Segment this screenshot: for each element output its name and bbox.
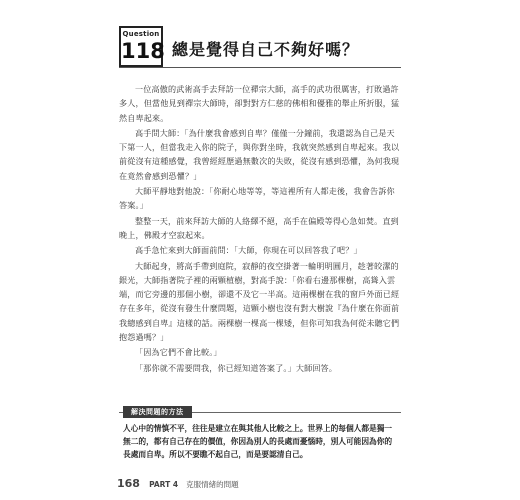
solution-tag: 解決問題的方法 — [123, 406, 192, 418]
part-label: PART 4 — [149, 480, 179, 489]
page-footer — [117, 472, 239, 491]
question-label: Question — [122, 30, 160, 38]
paragraph: 「那你就不需要問我，你已經知道答案了。」大師回答。 — [135, 362, 338, 373]
title-divider — [119, 67, 401, 68]
paragraph: 整整一天，前來拜訪大師的人絡繹不絕，高手在偏殿等得心急如焚。直到晚上，佛殿才空寂起來。 — [119, 215, 399, 240]
paragraph: 大師起身，將高手帶到庭院，寂靜的夜空掛著一輪明明圓月，趁著皎潔的銀光，大師指著院子裡的兩顆植樹，對高手說：「你看右邊那棵樹，高聳入雲端，而它旁邊的那個小樹，卻還不及它一半高。這兩棵樹在我的窗戶外面已經存在多年，從沒有發生什麼問題，這顆小樹也沒有對大樹說『為什麼在你面前我總感到自卑』這樣的話。兩棵樹一棵高一棵矮，但你可知我為何從未聽它們抱怨過嗎？」 — [119, 260, 400, 343]
chapter-title: 克服情緒的問題 — [186, 480, 239, 489]
paragraph: 大師平靜地對他說：「你耐心地等等，等這裡所有人都走後，我會告訴你答案。」 — [119, 186, 395, 211]
page-title: 總是覺得自己不夠好嗎？ — [172, 40, 360, 59]
question-badge — [119, 26, 163, 67]
paragraph: 高手急忙來到大師面前問：「大師，你現在可以回答我了吧？」 — [135, 245, 362, 256]
paragraph: 一位高傲的武術高手去拜訪一位禪宗大師，高手的武功很厲害，打敗過許多人，但當他見到禪宗大師時，卻對對方仁慈的佛相和優雅的舉止所折服，猛然自卑起來。 — [119, 84, 400, 123]
paragraph: 高手問大師：「為什麼我會感到自卑？僅僅一分鐘前，我還認為自己是天下第一人，但當我走入你的院子，與你對坐時，我就突然感到自卑起來。我以前從沒有這種感覺，我曾經經歷過無數次的失敗，從沒有感到恐懼，為何我現在竟然會感到恐懼？」 — [119, 127, 400, 181]
paragraph: 「因為它們不會比較。」 — [135, 347, 222, 358]
story-text — [119, 82, 401, 375]
solution-text: 人心中的情慎不平，往往是建立在與其他人比較之上。世界上的每個人都是獨一無二的，都有自己存在的價值，你因為別人的長處而憂惱時，別人可能因為你的長處而自卑。所以不要瞧不起自己，而是要認清自己。 — [123, 424, 393, 459]
question-number: 118 — [121, 39, 165, 63]
page-number: 168 — [117, 477, 140, 490]
